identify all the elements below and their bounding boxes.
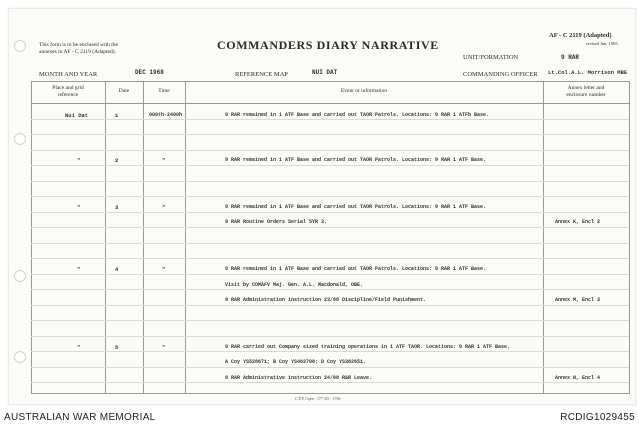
reference-map-label: REFERENCE MAP bbox=[235, 71, 288, 78]
ruled-line bbox=[31, 320, 629, 321]
col-header-event: Event or information bbox=[340, 88, 388, 94]
ruled-line bbox=[31, 351, 629, 352]
entry-place: " bbox=[77, 266, 81, 273]
form-code: AF - C 2119 (Adapted) bbox=[549, 32, 612, 39]
col-header-place: reference bbox=[57, 92, 79, 98]
reference-map-value: NUI DAT bbox=[312, 69, 338, 76]
entry-time: " bbox=[162, 157, 166, 164]
entry-place: " bbox=[77, 344, 81, 351]
footer-record-id: RCDIG1029455 bbox=[560, 412, 635, 423]
entry-event-line: 9 RAR remained in 1 ATF Base and carried out TAOR Patrols. Locations: 9 RAR 1 ATFb Base. bbox=[225, 112, 490, 118]
entry-event-line: 9 RAR carried out Company sized training operations in 1 ATF TAOR. Locations: 9 RAR 1 ATF Base. bbox=[225, 344, 511, 350]
entry-time: " bbox=[162, 344, 166, 351]
entry-event-line: 9 RAR Administration instruction 23/68 Discipline/Field Punishment. bbox=[225, 297, 427, 303]
punch-hole bbox=[14, 133, 26, 145]
form-revised: revised Jun, 1965 bbox=[586, 41, 618, 46]
col-header-annex: Annex letter and bbox=[567, 85, 605, 91]
ruled-line bbox=[31, 212, 629, 213]
entry-place: Nui Dat bbox=[65, 112, 89, 119]
table-bottom-rule bbox=[31, 393, 630, 394]
col-header-place: Place and grid bbox=[52, 85, 84, 91]
punch-hole bbox=[14, 351, 26, 363]
commanding-officer-value: Lt.Col.A.L. Morrison MBE bbox=[548, 69, 628, 76]
month-year-value: DEC 1968 bbox=[135, 69, 164, 76]
col-header-annex: enclosure number bbox=[566, 92, 606, 98]
col-header-date: Date bbox=[118, 88, 130, 94]
punch-hole bbox=[14, 270, 26, 282]
col-divider bbox=[629, 81, 630, 393]
col-divider bbox=[185, 81, 186, 393]
ruled-line bbox=[31, 181, 629, 182]
ruled-line bbox=[31, 289, 629, 290]
form-title: COMMANDERS DIARY NARRATIVE bbox=[217, 38, 439, 52]
ruled-line bbox=[31, 367, 629, 368]
header-bottom-rule bbox=[31, 103, 630, 104]
footer-archive-name: AUSTRALIAN WAR MEMORIAL bbox=[4, 412, 156, 423]
enclosure-note-line-1: This form is to be enclosed with the bbox=[39, 42, 118, 48]
entry-date: 5 bbox=[115, 344, 119, 351]
unit-label: UNIT/FORMATION bbox=[463, 54, 519, 61]
ruled-line bbox=[31, 382, 629, 383]
month-year-label: MONTH AND YEAR bbox=[39, 71, 98, 78]
entry-time: " bbox=[162, 204, 166, 211]
unit-value: 9 RAR bbox=[561, 54, 580, 61]
entry-date: 3 bbox=[115, 204, 119, 211]
entry-place: " bbox=[77, 204, 81, 211]
enclosure-note-line-2: annexes in AF - C 2119 (Adapted). bbox=[39, 49, 116, 55]
ruled-line bbox=[31, 119, 629, 120]
col-divider bbox=[31, 81, 32, 393]
entry-event-line: 9 RAR remained in 1 ATF Base and carried out TAOR Patrols. Locations: 9 RAR 1 ATF Base. bbox=[225, 266, 487, 272]
col-divider bbox=[543, 81, 544, 393]
ruled-line bbox=[31, 243, 629, 244]
col-divider bbox=[143, 81, 144, 393]
entry-time: " bbox=[162, 266, 166, 273]
commanding-officer-label: COMMANDING OFFICER bbox=[463, 71, 538, 78]
ruled-line bbox=[31, 274, 629, 275]
entry-event-line: A Coy YS528671; B Coy YS462708; D Coy YS382651. bbox=[225, 359, 367, 365]
diary-sheet bbox=[8, 8, 636, 405]
table-top-rule bbox=[31, 81, 630, 82]
entry-annex: Annex N, Encl 4 bbox=[555, 375, 601, 381]
col-header-time: Time bbox=[158, 88, 170, 94]
ruled-line bbox=[31, 227, 629, 228]
ruled-line bbox=[31, 134, 629, 135]
entry-date: 2 bbox=[115, 157, 119, 164]
entry-event-line: 9 RAR Routine Orders Serial 5YR 3. bbox=[225, 219, 328, 225]
ruled-line bbox=[31, 305, 629, 306]
entry-time: 000th-2400h bbox=[149, 112, 183, 118]
entry-event-line: 9 RAR Administrative instruction 24/68 R&R Leave. bbox=[225, 375, 373, 381]
entry-date: 4 bbox=[115, 266, 119, 273]
entry-event-line: 9 RAR remained in 1 ATF Base and carried out TAOR Patrols. Locations: 9 RAR 1 ATF Base. bbox=[225, 157, 487, 163]
punch-hole bbox=[14, 40, 26, 52]
ruled-line bbox=[31, 196, 629, 197]
ruled-line bbox=[31, 258, 629, 259]
ruled-line bbox=[31, 165, 629, 166]
entry-annex: Annex K, Encl 2 bbox=[555, 219, 601, 225]
ruled-line bbox=[31, 336, 629, 337]
entry-place: " bbox=[77, 157, 81, 164]
printer-imprint: C.P.P. Cqen - 177 /65 - 1766 bbox=[295, 396, 341, 401]
ruled-line bbox=[31, 150, 629, 151]
entry-event-line: 9 RAR remained in 1 ATF Base and carried out TAOR Patrols. Locations: 9 RAR 1 ATF Base. bbox=[225, 204, 487, 210]
entry-event-line: Visit by COMAFV Maj. Gen. A.L. Macdonald, OBE. bbox=[225, 282, 364, 288]
col-divider bbox=[105, 81, 106, 393]
entry-annex: Annex M, Encl 3 bbox=[555, 297, 601, 303]
entry-date: 1 bbox=[115, 112, 119, 119]
